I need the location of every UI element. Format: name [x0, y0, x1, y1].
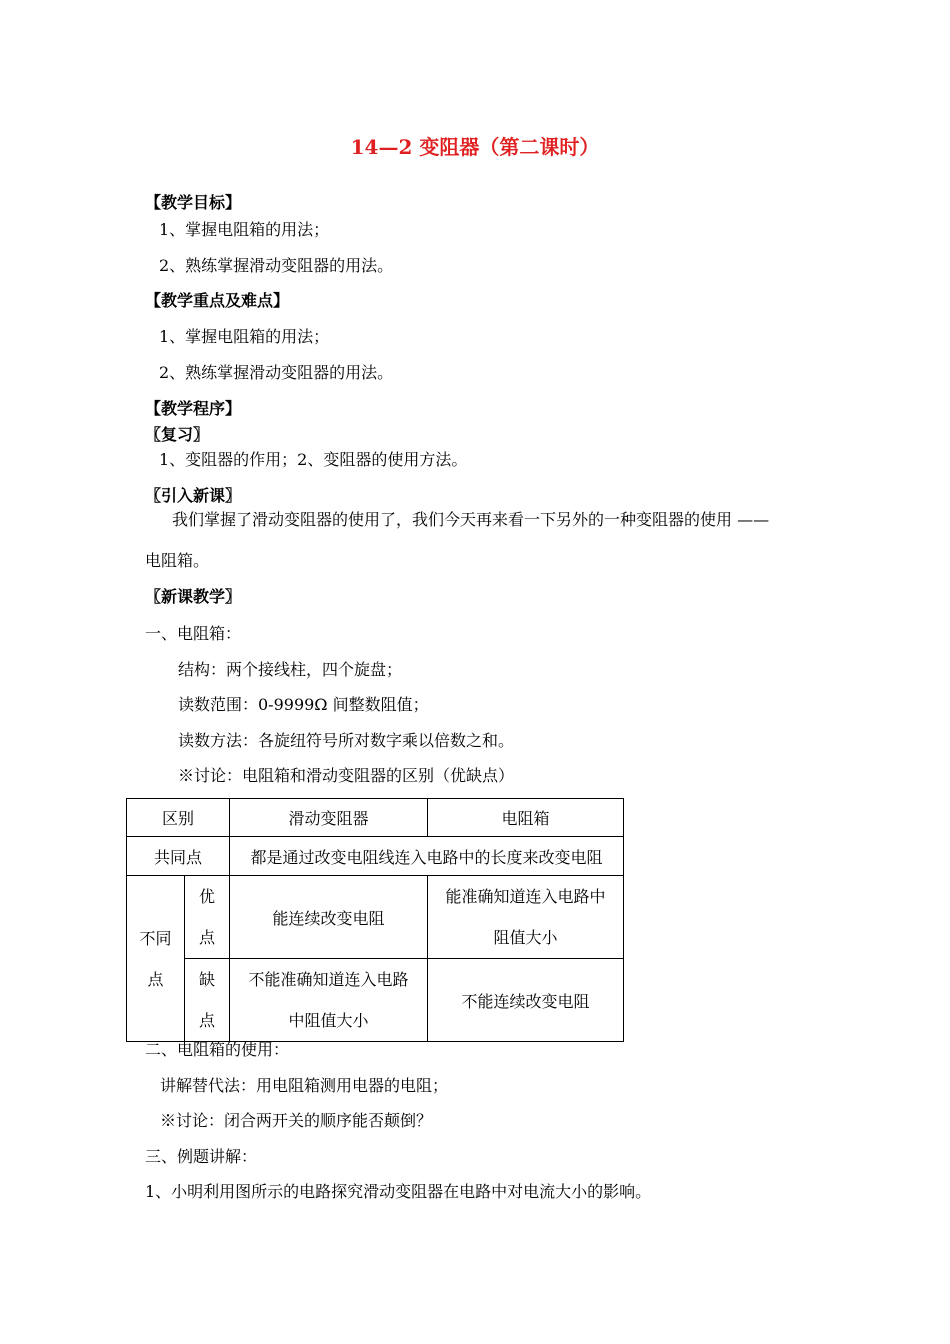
- key-point-item: 1、掌握电阻箱的用法；: [159, 327, 330, 346]
- intro-paragraph-line: 我们掌握了滑动变阻器的使用了，我们今天再来看一下另外的一种变阻器的使用 ——: [172, 510, 770, 529]
- page-title: 14—2 变阻器（第二课时）: [350, 135, 600, 159]
- review-heading: 〖复习〗: [145, 425, 210, 444]
- box-advantage-cell: [428, 876, 624, 959]
- slider-disadvantage-line: 不能准确知道连入电路: [248, 970, 409, 989]
- box-advantage-line: 能准确知道连入电路中: [445, 887, 606, 906]
- slider-advantage-cell: 能连续改变电阻: [230, 876, 428, 959]
- disadvantage-label-line: 点: [199, 1011, 216, 1030]
- advantage-label-line: 点: [199, 928, 216, 947]
- advantage-label-line: 优: [199, 887, 216, 906]
- objectives-heading: 【教学目标】: [145, 193, 242, 212]
- table-header-cell: 区别: [127, 799, 230, 837]
- common-text-cell: 都是通过改变电阻线连入电路中的长度来改变电阻: [230, 837, 624, 876]
- box-advantage-line: 阻值大小: [493, 928, 558, 947]
- part2-heading: 二、电阻箱的使用：: [145, 1040, 290, 1059]
- advantage-label-cell: [185, 876, 230, 959]
- diff-label-line: 点: [147, 969, 164, 989]
- part3-heading: 三、例题讲解：: [145, 1147, 258, 1166]
- comparison-table: [126, 798, 624, 1042]
- intro-paragraph-line: 电阻箱。: [145, 551, 210, 570]
- disadvantage-label-cell: [185, 959, 230, 1042]
- new-lesson-heading: 〖新课教学〗: [145, 587, 242, 606]
- diff-label-cell: [127, 876, 185, 1042]
- example-question: 1、小明利用图所示的电路探究滑动变阻器在电路中对电流大小的影响。: [145, 1182, 652, 1201]
- structure-text: 结构：两个接线柱，四个旋盘；: [178, 660, 403, 679]
- box-disadvantage-cell: 不能连续改变电阻: [428, 959, 624, 1042]
- substitution-text: 讲解替代法：用电阻箱测用电器的电阻；: [160, 1076, 449, 1095]
- key-points-heading: 【教学重点及难点】: [145, 291, 290, 310]
- discussion-text: ※讨论：闭合两开关的顺序能否颠倒？: [160, 1111, 433, 1130]
- diff-label-line: 不同: [139, 928, 172, 948]
- table-row-disadvantage: [127, 959, 624, 1042]
- common-label-cell: 共同点: [127, 837, 230, 876]
- disadvantage-label-line: 缺: [199, 970, 216, 989]
- method-text: 读数方法：各旋纽符号所对数字乘以倍数之和。: [178, 731, 515, 750]
- table-row-common: [127, 837, 624, 876]
- intro-heading: 〖引入新课〗: [145, 486, 242, 505]
- table-header-cell: 电阻箱: [428, 799, 624, 837]
- review-text: 1、变阻器的作用；2、变阻器的使用方法。: [159, 450, 468, 469]
- table-row-advantage: [127, 876, 624, 959]
- part1-heading: 一、电阻箱：: [145, 624, 242, 643]
- slider-disadvantage-line: 中阻值大小: [288, 1011, 369, 1030]
- range-text: 读数范围：0-9999Ω 间整数阻值；: [178, 695, 429, 714]
- slider-disadvantage-cell: [230, 959, 428, 1042]
- table-header-cell: 滑动变阻器: [230, 799, 428, 837]
- objective-item: 1、掌握电阻箱的用法；: [159, 220, 330, 239]
- objective-item: 2、熟练掌握滑动变阻器的用法。: [159, 256, 394, 275]
- table-header-row: [127, 799, 624, 837]
- discussion-text: ※讨论：电阻箱和滑动变阻器的区别（优缺点）: [178, 766, 515, 785]
- key-point-item: 2、熟练掌握滑动变阻器的用法。: [159, 363, 394, 382]
- procedure-heading: 【教学程序】: [145, 399, 242, 418]
